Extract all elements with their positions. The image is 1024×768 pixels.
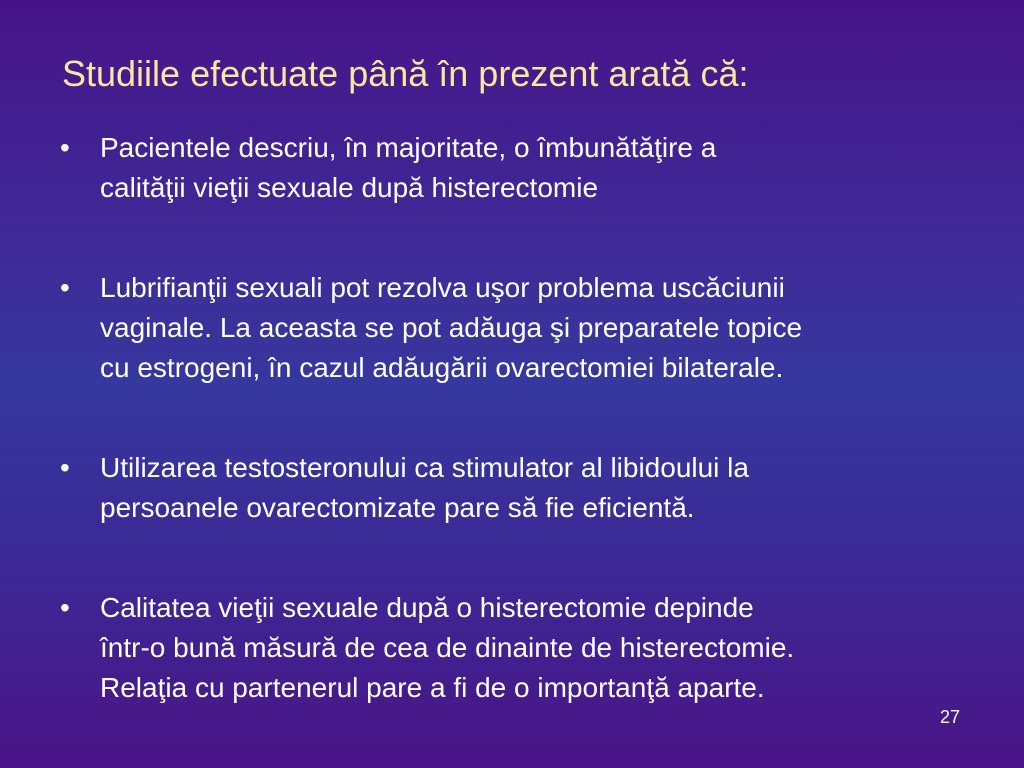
bullet-list (58, 128, 978, 768)
bullet-item (58, 448, 978, 528)
bullet-item (58, 128, 978, 208)
bullet-marker: • (60, 452, 70, 483)
bullet-line: vaginale. La aceasta se pot adăuga şi preparatele topice (100, 312, 803, 343)
bullet-marker: • (60, 592, 70, 623)
bullet-line: Utilizarea testosteronului ca stimulator al libidoului la (100, 452, 749, 483)
bullet-line: persoanele ovarectomizate pare să fie eficientă. (100, 492, 695, 523)
bullet-item (58, 268, 978, 388)
bullet-line: Relaţia cu partenerul pare a fi de o importanţă aparte. (100, 672, 765, 703)
bullet-line: calităţii vieţii sexuale după histerectomie (100, 172, 599, 203)
bullet-item (58, 588, 978, 708)
bullet-line: Calitatea vieţii sexuale după o histerectomie depinde (100, 592, 754, 623)
bullet-line: cu estrogeni, în cazul adăugării ovarectomiei bilaterale. (100, 352, 784, 383)
bullet-marker: • (60, 132, 70, 163)
slide-title: Studiile efectuate până în prezent arată că: (62, 53, 749, 94)
bullet-line: Pacientele descriu, în majoritate, o îmbunătăţire a (100, 132, 717, 163)
page-number: 27 (940, 707, 961, 727)
bullet-marker: • (60, 272, 70, 303)
bullet-line: Lubrifianţii sexuali pot rezolva uşor problema uscăciunii (100, 272, 785, 303)
bullet-line: într-o bună măsură de cea de dinainte de histerectomie. (100, 632, 795, 663)
